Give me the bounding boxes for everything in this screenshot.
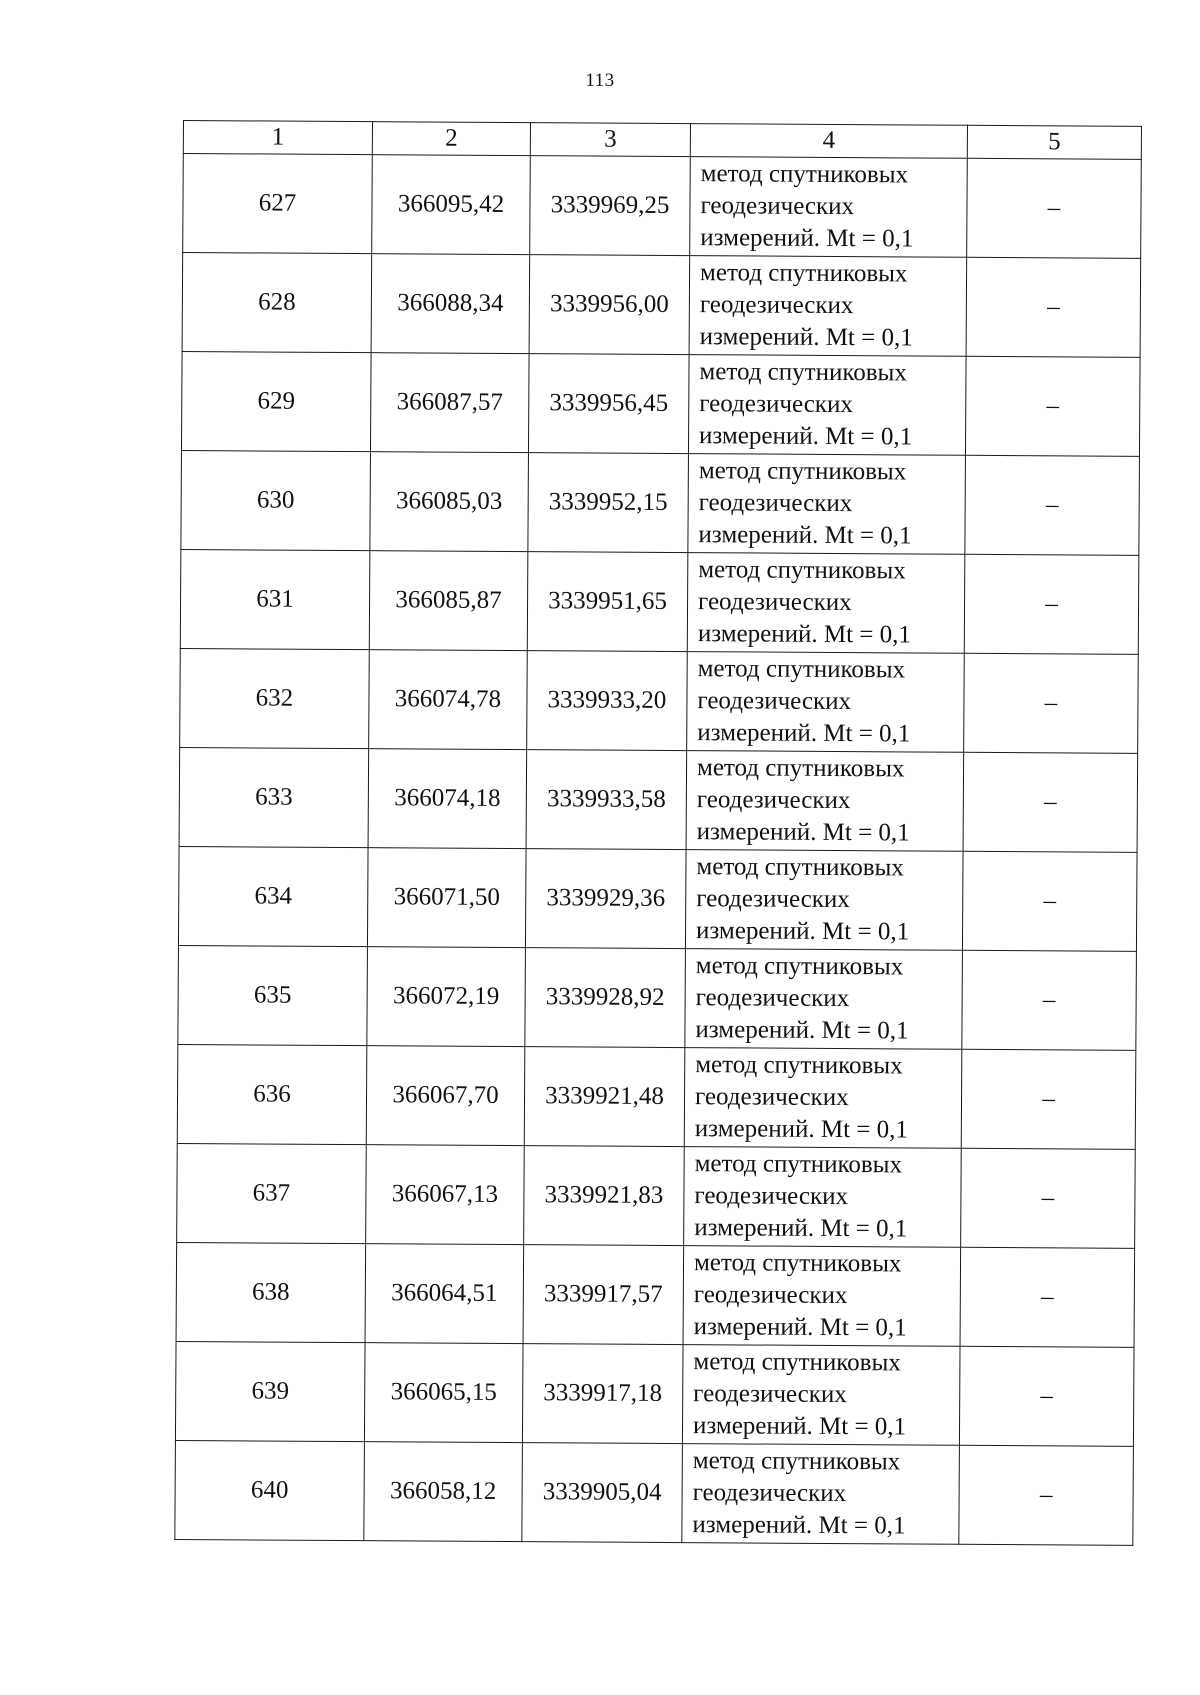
method-line: геодезических — [695, 984, 850, 1013]
note-cell: – — [963, 752, 1138, 852]
point-number-cell: 632 — [180, 648, 370, 748]
point-number-cell: 633 — [179, 747, 369, 847]
x-coordinate-cell: 366065,15 — [364, 1343, 523, 1443]
method-cell — [682, 1345, 960, 1446]
y-coordinate-cell: 3339952,15 — [528, 453, 689, 553]
coordinates-table — [174, 120, 1142, 1546]
table-row — [177, 1143, 1136, 1248]
method-line: метод спутниковых — [694, 1150, 903, 1179]
point-number-cell: 640 — [175, 1440, 365, 1540]
note-cell: – — [966, 257, 1141, 357]
header-col-1: 1 — [183, 121, 372, 155]
point-number-cell: 629 — [181, 351, 371, 451]
method-cell — [689, 256, 967, 357]
method-line: метод спутниковых — [699, 358, 907, 387]
y-coordinate-cell: 3339917,57 — [523, 1245, 684, 1345]
table-row — [177, 1044, 1136, 1149]
x-coordinate-cell: 366095,42 — [372, 155, 531, 255]
table-body — [175, 154, 1141, 1546]
note-cell: – — [959, 1445, 1134, 1545]
point-number-cell: 631 — [180, 549, 370, 649]
point-number-cell: 628 — [182, 253, 372, 353]
table-row — [182, 253, 1141, 358]
point-number-cell: 639 — [175, 1341, 365, 1441]
method-line: метод спутниковых — [696, 754, 905, 783]
method-cell — [682, 1444, 960, 1545]
header-col-2: 2 — [372, 122, 530, 156]
method-line: измерений. Mt = 0,1 — [694, 1214, 908, 1243]
point-number-cell: 630 — [181, 450, 371, 550]
x-coordinate-cell: 366085,87 — [369, 551, 528, 651]
method-line: измерений. Mt = 0,1 — [696, 818, 910, 847]
note-cell: – — [964, 653, 1139, 753]
method-cell — [683, 1246, 961, 1347]
y-coordinate-cell: 3339951,65 — [527, 552, 688, 652]
method-line: метод спутниковых — [698, 556, 906, 585]
y-coordinate-cell: 3339921,48 — [524, 1047, 685, 1147]
method-cell — [685, 850, 963, 951]
method-line: измерений. Mt = 0,1 — [692, 1511, 906, 1540]
method-line: метод спутниковых — [693, 1249, 902, 1278]
method-cell — [684, 1147, 962, 1248]
method-line: измерений. Mt = 0,1 — [692, 1412, 907, 1441]
note-cell: – — [965, 455, 1140, 555]
method-line: метод спутниковых — [699, 259, 908, 288]
method-line: измерений. Mt = 0,1 — [698, 422, 913, 451]
table-row — [181, 351, 1140, 456]
method-cell — [688, 355, 966, 456]
method-line: измерений. Mt = 0,1 — [693, 1313, 907, 1342]
x-coordinate-cell: 366071,50 — [367, 848, 526, 948]
header-col-3: 3 — [530, 123, 690, 157]
table-row — [175, 1440, 1134, 1545]
note-cell: – — [962, 950, 1137, 1050]
table-row — [183, 154, 1142, 259]
method-line: геодезических — [700, 192, 855, 221]
method-cell — [685, 949, 963, 1050]
note-cell: – — [962, 851, 1137, 951]
method-cell — [688, 454, 966, 555]
table-row — [176, 1242, 1135, 1347]
method-line: геодезических — [697, 588, 852, 617]
method-line: метод спутниковых — [698, 457, 907, 486]
x-coordinate-cell: 366087,57 — [370, 353, 529, 453]
y-coordinate-cell: 3339969,25 — [530, 156, 691, 256]
method-line: метод спутниковых — [692, 1447, 901, 1476]
method-line: метод спутниковых — [693, 1348, 901, 1377]
method-line: измерений. Mt = 0,1 — [695, 917, 910, 946]
method-line: геодезических — [699, 291, 854, 320]
table-row — [179, 747, 1138, 852]
method-cell — [684, 1048, 962, 1149]
y-coordinate-cell: 3339956,45 — [528, 354, 689, 454]
method-line: измерений. Mt = 0,1 — [697, 719, 911, 748]
point-number-cell: 637 — [177, 1143, 367, 1243]
note-cell: – — [961, 1049, 1136, 1149]
method-line: измерений. Mt = 0,1 — [695, 1016, 909, 1045]
method-line: геодезических — [693, 1380, 847, 1409]
method-line: измерений. Mt = 0,1 — [698, 521, 912, 550]
table-row — [180, 648, 1139, 753]
method-line: метод спутниковых — [695, 952, 904, 981]
method-cell — [687, 652, 965, 753]
table-row — [178, 846, 1137, 951]
table-row — [181, 450, 1140, 555]
method-cell — [690, 157, 968, 258]
x-coordinate-cell: 366064,51 — [365, 1244, 524, 1344]
y-coordinate-cell: 3339921,83 — [524, 1146, 685, 1246]
note-cell: – — [965, 356, 1140, 456]
x-coordinate-cell: 366058,12 — [364, 1442, 523, 1542]
method-line: измерений. Mt = 0,1 — [700, 224, 914, 253]
y-coordinate-cell: 3339956,00 — [529, 255, 690, 355]
x-coordinate-cell: 366067,13 — [366, 1145, 525, 1245]
point-number-cell: 627 — [183, 154, 373, 254]
method-line: метод спутниковых — [697, 655, 906, 684]
point-number-cell: 636 — [177, 1044, 367, 1144]
method-line: геодезических — [697, 687, 852, 716]
method-line: геодезических — [698, 489, 853, 518]
table-row — [178, 945, 1137, 1050]
method-cell — [687, 553, 965, 654]
method-line: геодезических — [694, 1083, 849, 1112]
method-line: метод спутниковых — [700, 160, 909, 189]
method-line: геодезических — [692, 1479, 847, 1508]
method-line: измерений. Mt = 0,1 — [697, 620, 912, 649]
method-line: измерений. Mt = 0,1 — [694, 1115, 909, 1144]
note-cell: – — [959, 1346, 1134, 1446]
note-cell: – — [960, 1247, 1135, 1347]
x-coordinate-cell: 366088,34 — [371, 254, 530, 354]
table-row — [180, 549, 1139, 654]
method-line: геодезических — [696, 885, 850, 914]
y-coordinate-cell: 3339933,58 — [526, 750, 687, 850]
point-number-cell: 635 — [178, 945, 368, 1045]
y-coordinate-cell: 3339933,20 — [527, 651, 688, 751]
y-coordinate-cell: 3339929,36 — [525, 849, 686, 949]
point-number-cell: 634 — [178, 846, 368, 946]
x-coordinate-cell: 366074,18 — [368, 749, 527, 849]
y-coordinate-cell: 3339928,92 — [525, 948, 686, 1048]
method-line: геодезических — [699, 390, 853, 419]
method-line: геодезических — [693, 1281, 848, 1310]
x-coordinate-cell: 366074,78 — [369, 650, 528, 750]
header-col-4: 4 — [690, 124, 967, 159]
x-coordinate-cell: 366085,03 — [370, 452, 529, 552]
note-cell: – — [961, 1148, 1136, 1248]
x-coordinate-cell: 366072,19 — [367, 947, 526, 1047]
y-coordinate-cell: 3339917,18 — [522, 1344, 683, 1444]
method-line: геодезических — [694, 1182, 849, 1211]
header-col-5: 5 — [967, 125, 1141, 159]
method-line: метод спутниковых — [696, 853, 904, 882]
table-row — [175, 1341, 1134, 1446]
method-line: измерений. Mt = 0,1 — [699, 323, 913, 352]
x-coordinate-cell: 366067,70 — [366, 1046, 525, 1146]
method-line: метод спутниковых — [695, 1051, 903, 1080]
page-number: 113 — [585, 70, 615, 91]
point-number-cell: 638 — [176, 1242, 366, 1342]
method-line: геодезических — [696, 786, 851, 815]
note-cell: – — [964, 554, 1139, 654]
method-cell — [686, 751, 964, 852]
y-coordinate-cell: 3339905,04 — [522, 1443, 683, 1543]
note-cell: – — [967, 158, 1142, 258]
